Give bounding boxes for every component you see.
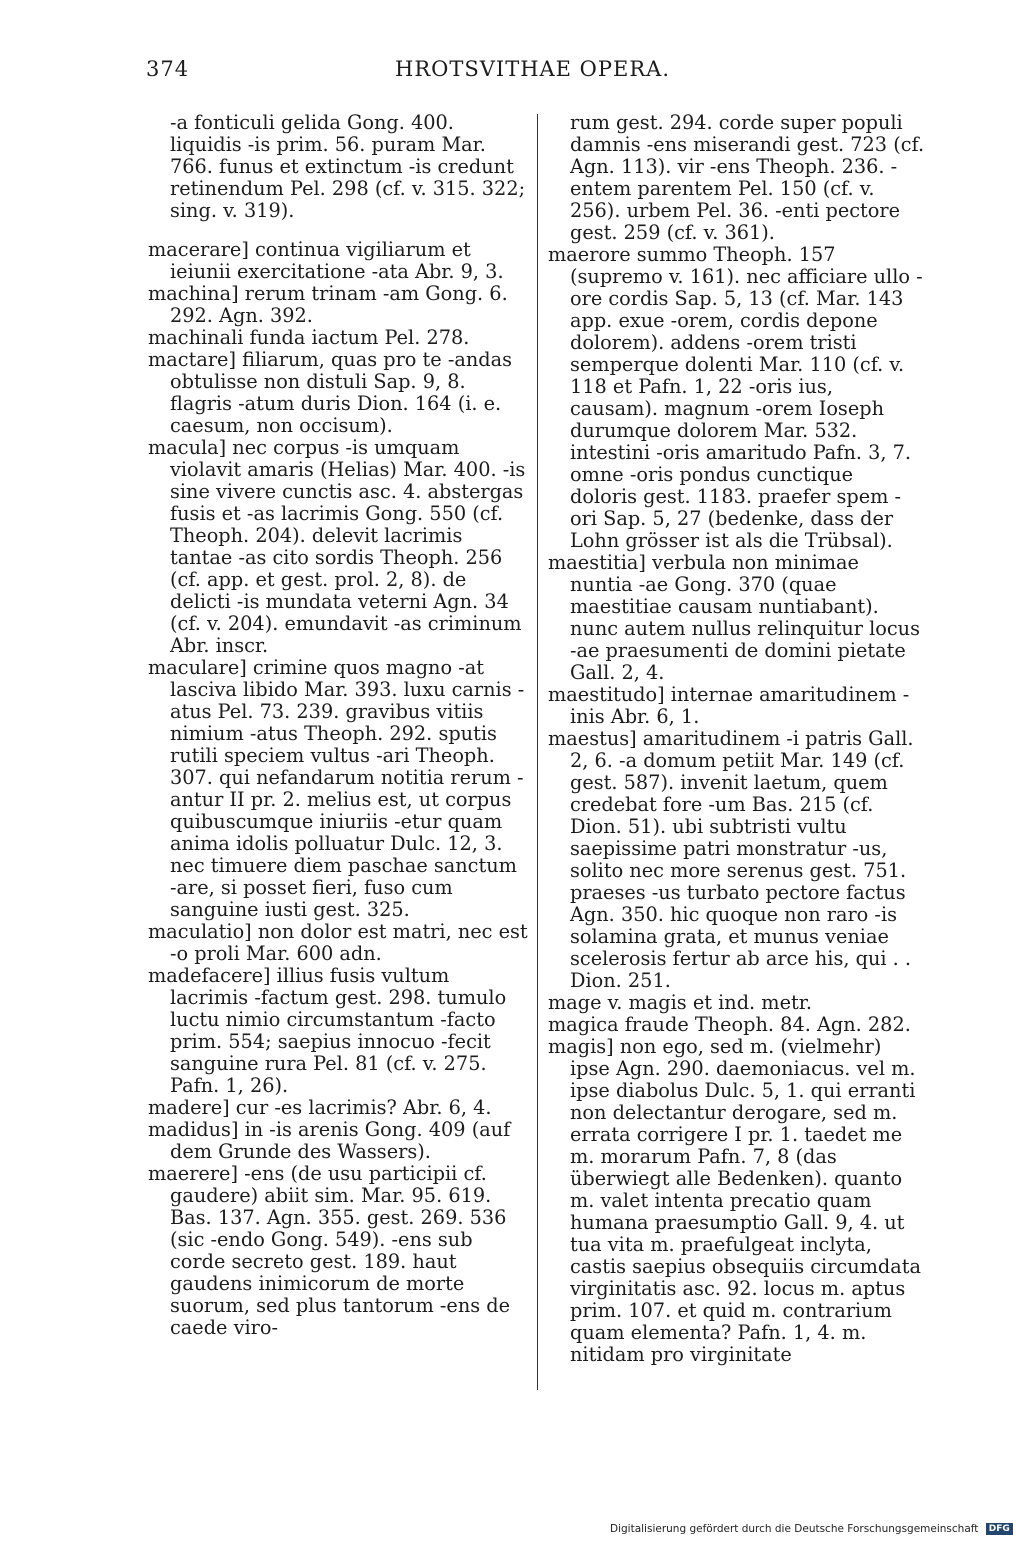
dictionary-entry: -a fonticuli gelida Gong. 400. liquidis -is prim. 56. puram Mar. 766. funus et extinctum -is credunt retinendum Pel. 298 (cf. v. 315. 322; sing. v. 319). [170,111,526,222]
dictionary-entry: maerere] -ens (de usu participii cf. gaudere) abiit sim. Mar. 95. 619. Bas. 137. Agn. 355. gest. 269. 536 (sic -endo Gong. 549). -ens sub corde secreto gest. 189. haut gaudens inimicorum de morte suorum, sed plus tantorum -ens de caede viro- [148,1162,511,1339]
dictionary-entry: maculatio] non dolor est matri, nec est -o proli Mar. 600 adn. [148,920,528,965]
footer-credit [610,1523,1013,1535]
running-title: HROTSVITHAE OPERA. [395,57,671,81]
dictionary-entry: machina] rerum trinam -am Gong. 6. 292. Agn. 392. [148,282,508,327]
column-divider [537,114,538,1390]
dictionary-entry: madefacere] illius fusis vultum lacrimis -factum gest. 298. tumulo luctu nimio circumstantum -facto prim. 554; saepius innocuo -fecit sanguine rura Pel. 81 (cf. v. 275. Pafn. 1, 26). [148,964,507,1097]
dictionary-entry: macerare] continua vigiliarum et ieiunii exercitatione -ata Abr. 9, 3. [148,238,504,283]
dictionary-entry: maculare] crimine quos magno -at lasciva libido Mar. 393. luxu carnis -atus Pel. 73. 239. gravibus vitiis nimium -atus Theoph. 292. sputis rutili speciem vultus -ari Theoph. 307. qui nefandarum notitia rerum -antur II pr. 2. melius est, ut corpus quibuscumque iniuriis -etur quam anima idolis polluatur Dulc. 12, 3. nec timuere diem paschae sanctum -are, si posset fieri, fuso cum sanguine iusti gest. 325. [148,656,525,921]
right-column [548,112,925,1366]
dictionary-entry: magis] non ego, sed m. (vielmehr) ipse Agn. 290. daemoniacus. vel m. ipse diabolus Dulc. 5, 1. qui erranti non delectantur derogare, sed m. errata corrigere I pr. 1. taedet me m. morarum Pafn. 7, 8 (das überwiegt alle Bedenken). quanto m. valet intenta precatio quam humana praesumptio Gall. 9, 4. ut tua vita m. praefulgeat inclyta, castis saepius obsequiis circumdata virginitatis asc. 92. locus m. aptus prim. 107. et quid m. contrarium quam elementa? Pafn. 1, 4. m. nitidam pro virginitate [548,1035,922,1366]
dictionary-entry: mactare] filiarum, quas pro te -andas obtulisse non distuli Sap. 9, 8. flagris -atum duris Dion. 164 (i. e. caesum, non occisum). [148,348,512,437]
dictionary-entry: magica fraude Theoph. 84. Agn. 282. [548,1013,911,1036]
dictionary-entry: macula] nec corpus -is umquam violavit amaris (Helias) Mar. 400. -is sine vivere cunctis asc. 4. abstergas fusis et -as lacrimis Gong. 550 (cf. Theoph. 204). delevit lacrimis tantae -as cito sordis Theoph. 256 (cf. app. et gest. prol. 2, 8). de delicti -is mundata veterni Agn. 34 (cf. v. 204). emundavit -as criminum Abr. inscr. [148,436,526,657]
dictionary-entry: maestitia] verbula non minimae nuntia -ae Gong. 370 (quae maestitiae causam nuntiabant). nunc autem nullus relinquitur locus -ae praesumenti de domini pietate Gall. 2, 4. [548,551,920,684]
dictionary-entry: mage v. magis et ind. metr. [548,991,812,1014]
dictionary-entry: maestitudo] internae amaritudinem -inis Abr. 6, 1. [548,683,910,728]
footer-text: Digitalisierung gefördert durch die Deutsche Forschungsgemeinschaft [610,1523,979,1535]
dfg-logo: DFG [986,1523,1013,1535]
page-number: 374 [146,57,190,81]
dictionary-entry: machinali funda iactum Pel. 278. [148,326,470,349]
dictionary-entry: maerore summo Theoph. 157 (supremo v. 161). nec afficiare ullo -ore cordis Sap. 5, 13 (cf. Mar. 143 app. exue -orem, cordis depone dolorem). addens -orem tristi semperque dolenti Mar. 110 (cf. v. 118 et Pafn. 1, 22 -oris ius, causam). magnum -orem Ioseph durumque dolorem Mar. 532. intestini -oris amaritudo Pafn. 3, 7. omne -oris pondus cunctique doloris gest. 1183. praefer spem -ori Sap. 5, 27 (bedenke, dass der Lohn grösser ist als die Trübsal). [548,243,923,552]
left-column [148,112,528,1339]
dictionary-entry: rum gest. 294. corde super populi damnis -ens miserandi gest. 723 (cf. Agn. 113). vir -ens Theoph. 236. -entem parentem Pel. 150 (cf. v. 256). urbem Pel. 36. -enti pectore gest. 259 (cf. v. 361). [570,111,925,244]
page-header [0,57,1000,91]
dictionary-entry: madidus] in -is arenis Gong. 409 (auf dem Grunde des Wassers). [148,1118,511,1163]
dictionary-entry: maestus] amaritudinem -i patris Gall. 2, 6. -a domum petiit Mar. 149 (cf. gest. 587). invenit laetum, quem credebat fore -um Bas. 215 (cf. Dion. 51). ubi subtristi vultu saepissime patri monstratur -us, solito nec more serenus gest. 751. praeses -us turbato pectore factus Agn. 350. hic quoque non raro -is solamina grata, et munus veniae scelerosis fertur ab arce his, qui . . Dion. 251. [548,727,914,992]
dictionary-entry: madere] cur -es lacrimis? Abr. 6, 4. [148,1096,492,1119]
